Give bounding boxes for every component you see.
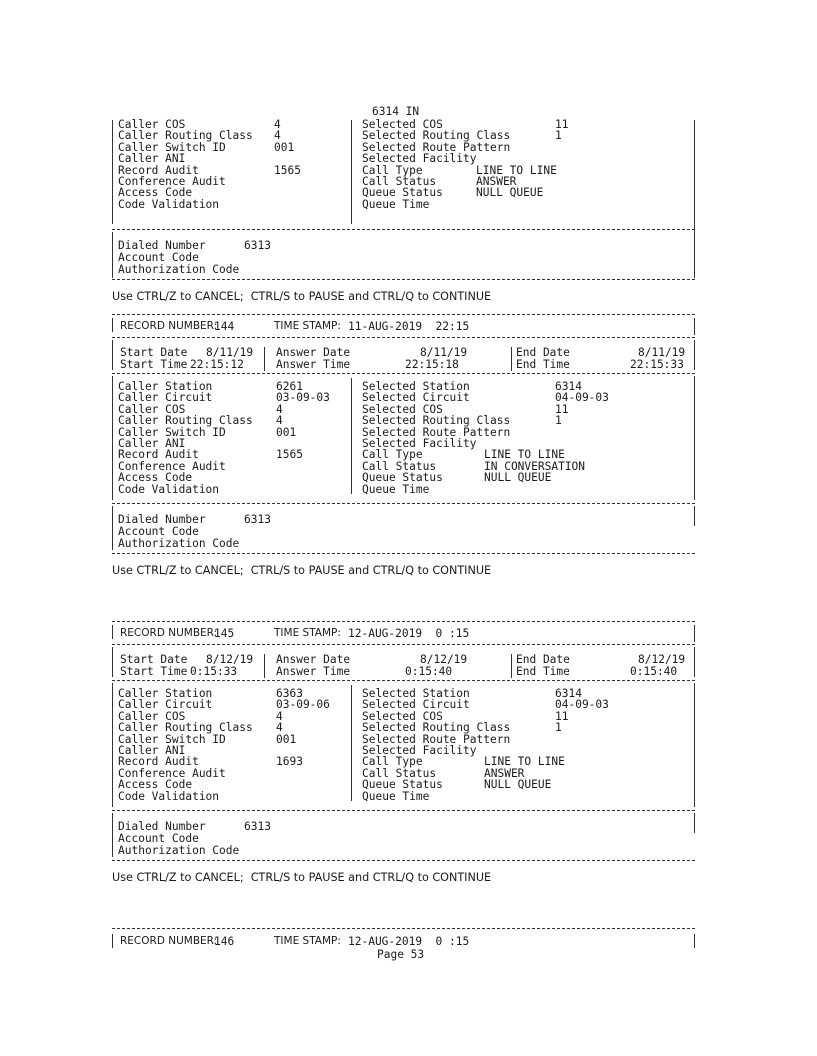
field-value: 1 [555, 721, 562, 735]
timestamp: 11-AUG-2019 22:15 [348, 320, 470, 333]
account-code-label: Account Code [118, 525, 199, 538]
mid-divider [351, 378, 352, 494]
dialed-number-label: Dialed Number [118, 820, 206, 833]
right-border [694, 120, 695, 278]
field-label: Selected Facility [362, 152, 477, 166]
divider [112, 503, 695, 504]
field-label: Selected Facility [362, 744, 477, 757]
left-border [112, 340, 113, 370]
left-border [112, 318, 113, 332]
account-code-label: Account Code [118, 832, 199, 845]
record-number-label: RECORD NUMBER: [120, 320, 218, 332]
field-label: Queue Time [362, 482, 430, 496]
answer-time: 22:15:18 [405, 358, 459, 371]
left-border [112, 232, 113, 278]
field-label: Caller ANI [118, 437, 186, 450]
field-value: NULL QUEUE [484, 471, 552, 485]
field-value: 4 [276, 402, 283, 416]
field-value: 4 [274, 129, 281, 143]
field-label: Conference Audit [118, 175, 226, 188]
start-time-label: Start Time [120, 665, 188, 678]
start-date-label: Start Date [120, 346, 188, 359]
field-label: Selected Route Pattern [362, 425, 511, 439]
dialed-number: 6313 [244, 513, 271, 526]
divider [112, 553, 695, 554]
field-value: 1 [555, 129, 562, 143]
field-label: Queue Status [362, 186, 443, 200]
end-date: 8/12/19 [638, 653, 686, 666]
timestamp-label: TIME STAMP: [274, 627, 341, 639]
field-label: Call Status [362, 459, 437, 473]
field-label: Record Audit [118, 163, 199, 177]
field-value: 03-09-03 [276, 391, 330, 405]
divider [112, 337, 695, 338]
field-value: 6261 [276, 380, 303, 393]
field-value: 4 [274, 118, 281, 131]
field-label: Call Type [362, 448, 423, 462]
record-number: 144 [214, 320, 235, 333]
field-label: Caller Station [118, 380, 213, 393]
field-value: 6314 [555, 380, 582, 393]
start-time-label: Start Time [120, 358, 188, 371]
end-time-label: End Time [516, 358, 570, 371]
start-time: 0:15:33 [190, 665, 238, 678]
field-value: 04-09-03 [555, 391, 609, 405]
footer-message: Use CTRL/Z to CANCEL; CTRL/S to PAUSE and CTRL/Q to CONTINUE [112, 290, 492, 303]
field-label: Call Status [362, 175, 437, 188]
field-value: 001 [276, 425, 297, 439]
footer-message: Use CTRL/Z to CANCEL; CTRL/S to PAUSE and CTRL/Q to CONTINUE [112, 564, 492, 577]
field-value: 11 [555, 709, 569, 723]
field-value: IN CONVERSATION [484, 459, 586, 473]
field-value: 4 [276, 414, 283, 428]
field-value: NULL QUEUE [484, 778, 552, 792]
left-border [112, 683, 113, 807]
in-line: 6314 IN [372, 105, 420, 118]
left-border [112, 376, 113, 500]
divider [112, 928, 695, 929]
dialed-number-value: 6313 [244, 239, 271, 252]
end-time-label: End Time [516, 665, 570, 678]
field-label: Selected Facility [362, 437, 477, 450]
column-divider [511, 654, 512, 678]
left-border [112, 813, 113, 857]
field-label: Record Audit [118, 448, 199, 462]
field-label: Selected COS [362, 402, 443, 416]
divider [112, 279, 695, 280]
answer-date: 8/12/19 [420, 653, 468, 666]
mid-divider [351, 120, 352, 224]
field-label: Caller Circuit [118, 391, 213, 405]
field-value: LINE TO LINE [484, 448, 565, 462]
record-number-label: RECORD NUMBER: [120, 627, 218, 639]
field-value: 1565 [274, 163, 301, 177]
end-date: 8/11/19 [638, 346, 686, 359]
divider [112, 229, 695, 230]
left-border [112, 625, 113, 639]
field-value: 11 [555, 402, 569, 416]
authorization-code-label: Authorization Code [118, 263, 240, 276]
field-value: 1693 [276, 755, 303, 769]
field-label: Selected Routing Class [362, 129, 511, 143]
field-label: Selected Routing Class [362, 721, 511, 735]
field-value: 4 [276, 709, 283, 723]
field-label: Caller Circuit [118, 698, 213, 712]
field-label: Caller COS [118, 118, 186, 131]
field-label: Access Code [118, 778, 193, 792]
column-divider [264, 347, 265, 371]
field-value: 11 [555, 118, 569, 131]
field-label: Selected COS [362, 709, 443, 723]
divider [112, 644, 695, 645]
mid-divider [351, 685, 352, 801]
field-value: 001 [276, 732, 297, 746]
dialed-number: 6313 [244, 820, 271, 833]
field-label: Selected Station [362, 687, 470, 700]
right-border [694, 683, 695, 807]
field-label: Caller COS [118, 709, 186, 723]
dialed-number-label: Dialed Number [118, 239, 206, 252]
footer-message: Use CTRL/Z to CANCEL; CTRL/S to PAUSE and CTRL/Q to CONTINUE [112, 871, 492, 884]
divider [112, 373, 695, 374]
field-value: NULL QUEUE [476, 186, 544, 200]
left-border [112, 934, 113, 948]
field-value: LINE TO LINE [484, 755, 565, 769]
field-label: Access Code [118, 471, 193, 485]
field-label: Selected Station [362, 380, 470, 393]
field-label: Code Validation [118, 197, 220, 211]
field-label: Code Validation [118, 789, 220, 803]
divider [112, 314, 695, 315]
answer-time: 0:15:40 [405, 665, 453, 678]
field-label: Selected Circuit [362, 698, 470, 712]
field-label: Caller Station [118, 687, 213, 700]
end-time: 0:15:40 [630, 665, 678, 678]
field-label: Record Audit [118, 755, 199, 769]
field-value: 001 [274, 140, 295, 154]
right-border [694, 813, 695, 833]
field-label: Selected Route Pattern [362, 140, 511, 154]
start-date: 8/12/19 [206, 653, 254, 666]
field-value: 6363 [276, 687, 303, 700]
answer-time-label: Answer Time [276, 665, 351, 678]
right-border [694, 506, 695, 526]
field-label: Caller Routing Class [118, 414, 253, 428]
right-border [694, 625, 695, 642]
right-border [694, 376, 695, 500]
field-label: Caller Routing Class [118, 721, 253, 735]
field-label: Selected Routing Class [362, 414, 511, 428]
field-value: LINE TO LINE [476, 163, 557, 177]
field-value: 04-09-03 [555, 698, 609, 712]
timestamp-label: TIME STAMP: [274, 935, 341, 947]
field-value: 6314 [555, 687, 582, 700]
field-label: Selected Route Pattern [362, 732, 511, 746]
authorization-code-label: Authorization Code [118, 844, 240, 857]
field-value: ANSWER [476, 175, 517, 188]
field-label: Caller Switch ID [118, 140, 226, 154]
field-label: Caller ANI [118, 152, 186, 166]
end-time: 22:15:33 [630, 358, 684, 371]
timestamp: 12-AUG-2019 0 :15 [348, 627, 470, 640]
record-number: 146 [214, 935, 235, 948]
divider [112, 810, 695, 811]
left-border [112, 120, 113, 224]
divider [112, 860, 695, 861]
column-divider [264, 654, 265, 678]
field-label: Conference Audit [118, 459, 226, 473]
page-number: Page 53 [377, 948, 425, 961]
timestamp-label: TIME STAMP: [274, 320, 341, 332]
answer-time-label: Answer Time [276, 358, 351, 371]
field-label: Code Validation [118, 482, 220, 496]
field-label: Call Type [362, 163, 423, 177]
field-label: Queue Time [362, 789, 430, 803]
field-label: Queue Status [362, 471, 443, 485]
field-label: Access Code [118, 186, 193, 200]
field-value: 1 [555, 414, 562, 428]
field-label: Selected COS [362, 118, 443, 131]
field-label: Queue Time [362, 197, 430, 211]
field-label: Selected Circuit [362, 391, 470, 405]
field-label: Call Status [362, 766, 437, 780]
start-date: 8/11/19 [206, 346, 254, 359]
dialed-number-label: Dialed Number [118, 513, 206, 526]
start-time: 22:15:12 [190, 358, 244, 371]
answer-date-label: Answer Date [276, 346, 351, 359]
divider [112, 621, 695, 622]
field-label: Caller Switch ID [118, 425, 226, 439]
field-value: 03-09-06 [276, 698, 330, 712]
answer-date-label: Answer Date [276, 653, 351, 666]
field-label: Conference Audit [118, 766, 226, 780]
left-border [112, 647, 113, 677]
account-code-label: Account Code [118, 251, 199, 264]
divider [112, 680, 695, 681]
field-label: Caller COS [118, 402, 186, 416]
record-number: 145 [214, 627, 235, 640]
field-value: ANSWER [484, 766, 525, 780]
left-border [112, 506, 113, 550]
start-date-label: Start Date [120, 653, 188, 666]
record-number-label: RECORD NUMBER: [120, 935, 218, 947]
end-date-label: End Date [516, 653, 570, 666]
timestamp: 12-AUG-2019 0 :15 [348, 935, 470, 948]
column-divider [511, 347, 512, 371]
field-value: 1565 [276, 448, 303, 462]
field-label: Caller Switch ID [118, 732, 226, 746]
field-label: Caller Routing Class [118, 129, 253, 143]
end-date-label: End Date [516, 346, 570, 359]
right-border [694, 318, 695, 335]
right-border [694, 934, 695, 948]
authorization-code-label: Authorization Code [118, 537, 240, 550]
answer-date: 8/11/19 [420, 346, 468, 359]
field-label: Queue Status [362, 778, 443, 792]
right-border [694, 340, 695, 370]
right-border [694, 647, 695, 677]
field-value: 4 [276, 721, 283, 735]
field-label: Caller ANI [118, 744, 186, 757]
field-label: Call Type [362, 755, 423, 769]
